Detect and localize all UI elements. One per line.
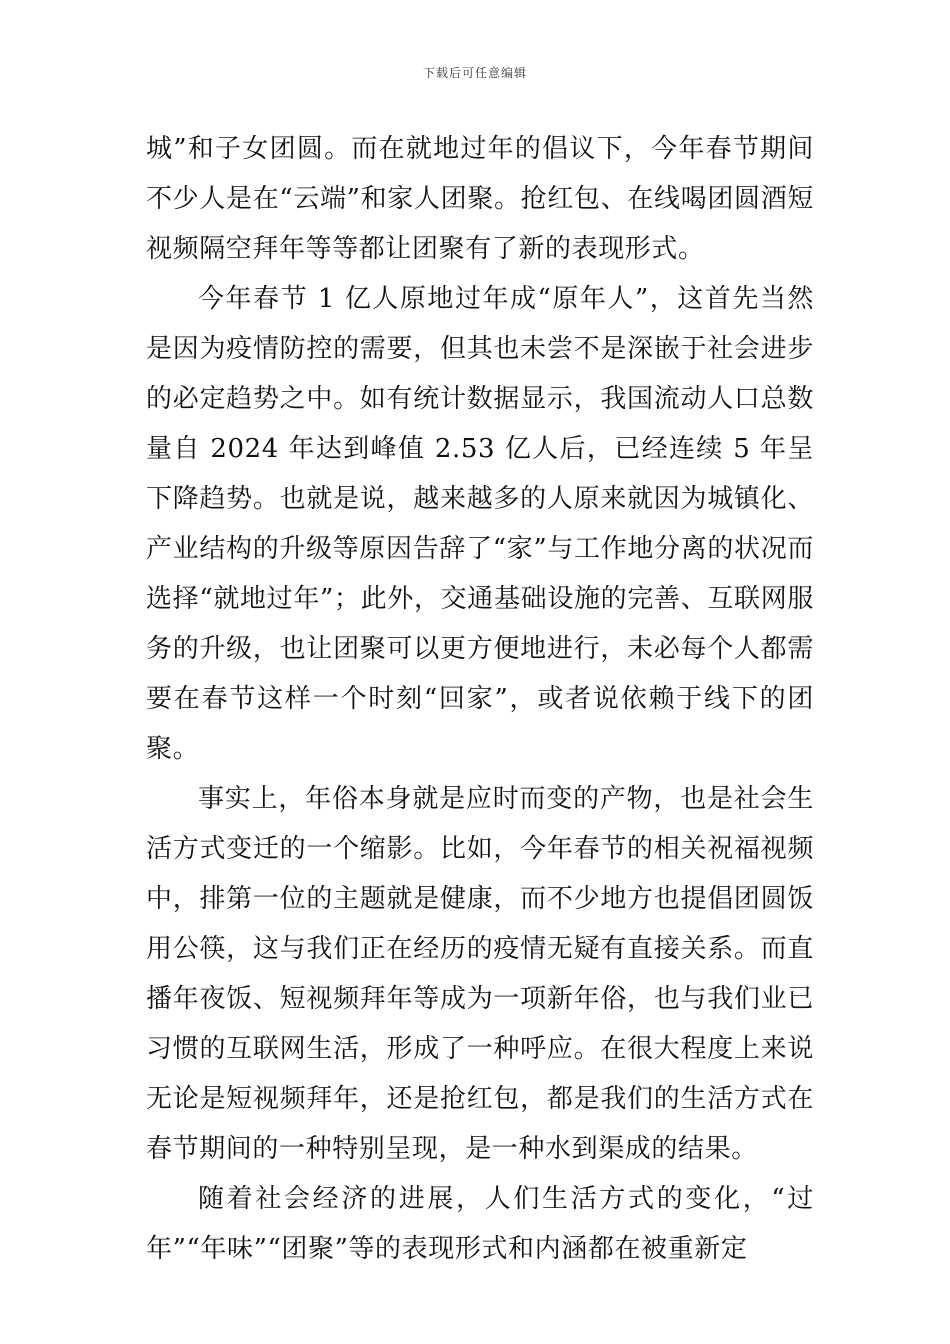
page-header: 下载后可任意编辑: [422, 66, 527, 80]
paragraph-3: 事实上，年俗本身就是应时而变的产物，也是社会生活方式变迁的一个缩影。比如，今年春节的相关祝福视频中，排第一位的主题就是健康，而不少地方也提倡团圆饭用公筷，这与我们正在经历的疫情无疑有直接关系。而直播年夜饭、短视频拜年等成为一项新年俗，也与我们业已习惯的互联网生活，形成了一种呼应。在很大程度上来说无论是短视频拜年，还是抢红包，都是我们的生活方式在春节期间的一种特别呈现，是一种水到渠成的结果。: [146, 784, 814, 1164]
article-body: [146, 124, 814, 1274]
paragraph-1: 城”和子女团圆。而在就地过年的倡议下，今年春节期间不少人是在“云端”和家人团聚。抢红包、在线喝团圆酒短视频隔空拜年等等都让团聚有了新的表现形式。: [146, 134, 814, 264]
paragraph-4: 随着社会经济的进展，人们生活方式的变化，“过年”“年味”“团聚”等的表现形式和内涵都在被重新定: [146, 1184, 814, 1264]
paragraph-2: 今年春节 1 亿人原地过年成“原年人”，这首先当然是因为疫情防控的需要，但其也未尝不是深嵌于社会进步的必定趋势之中。如有统计数据显示，我国流动人口总数量自 2024 年达到峰值 2.53 亿人后，已经连续 5 年呈下降趋势。也就是说，越来越多的人原来就因为城镇化、产业结构的升级等原因告辞了“家”与工作地分离的状况而选择“就地过年”；此外，交通基础设施的完善、互联网服务的升级，也让团聚可以更方便地进行，未必每个人都需要在春节这样一个时刻“回家”，或者说依赖于线下的团聚。: [146, 284, 814, 764]
